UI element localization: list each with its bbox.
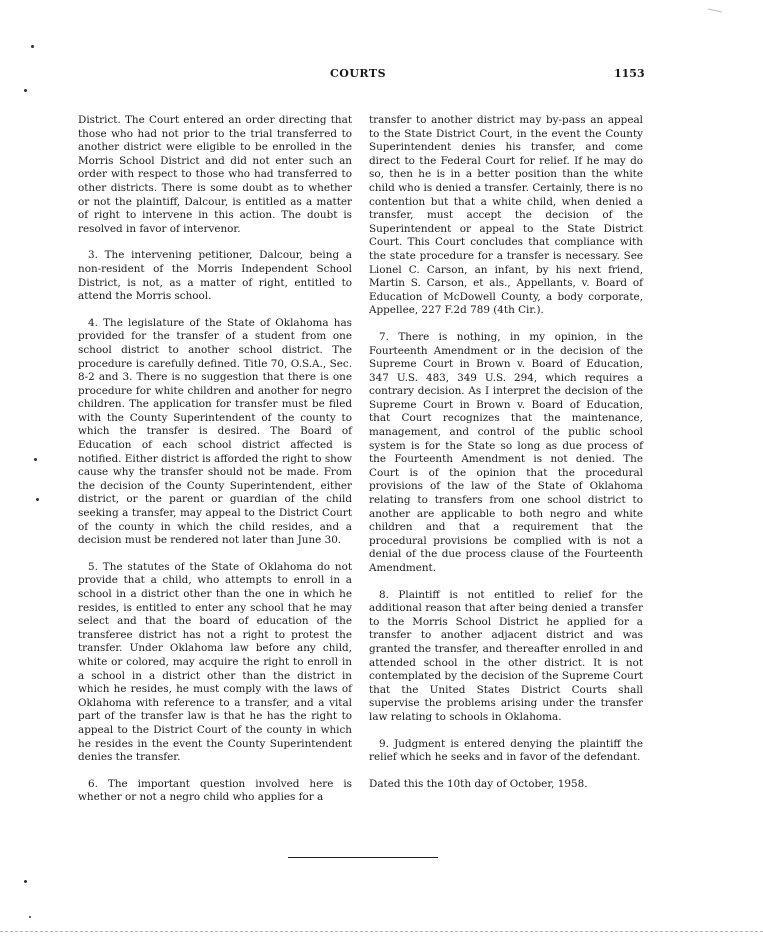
left-column [78,114,352,818]
paragraph-5: 5. The statutes of the State of Oklahoma do not provide that a child, who attempts to enroll in a school in a district other than the one in which he resides, is entitled to enter any school that he may select and that the board of education of the transferee district has not a right to protest the transfer. Under Oklahoma law before any child, white or colored, may acquire the right to enroll in a school in a district other than the district in which he resides, he must comply with the laws of Oklahoma with reference to a transfer, and a vital part of the transfer law is that he has the right to appeal to the District Court of the county in which he resides in the event the County Superintendent denies the transfer. [78,560,352,764]
running-head [0,67,763,85]
scan-corner-mark [708,9,722,13]
paragraph-3: 3. The intervening petitioner, Dalcour, being a non-resident of the Morris Independent School District, is not, as a matter of right, entitled to attend the Morris school. [78,249,352,303]
paragraph-7: 7. There is nothing, in my opinion, in the Fourteenth Amendment or in the decision of the Supreme Court in Brown v. Board of Education, 347 U.S. 483, 349 U.S. 294, which requires a contrary decision. As I interpret the decision of the Supreme Court in Brown v. Board of Education, that Court recognizes that the maintenance, management, and control of the public school system is for the State so long as due process of the Fourteenth Amendment is not denied. The Court is of the opinion that the procedural provisions of the law of the State of Oklahoma relating to transfers from one school district to another are applicable to both negro and white children and that a requirement that the procedural provisions be complied with is not a denial of the due process clause of the Fourteenth Amendment. [369,330,643,574]
scan-speck [36,498,39,501]
scan-speck [29,916,31,918]
paragraph-9: 9. Judgment is entered denying the plaintiff the relief which he seeks and in favor of the defendant. [369,737,643,764]
right-column [369,114,643,804]
paragraph-8: 8. Plaintiff is not entitled to relief for the additional reason that after being denied a transfer to the Morris School District he applied for a transfer to another adjacent district and was granted the transfer, and thereafter enrolled in and attended school in the other district. It is not contemplated by the decision of the Supreme Court that the United States District Courts shall supervise the problems arising under the transfer law relating to schools in Oklahoma. [369,588,643,723]
running-title: COURTS [330,67,387,80]
dated-line: Dated this the 10th day of October, 1958. [369,777,588,790]
paragraph-4: 4. The legislature of the State of Oklahoma has provided for the transfer of a student from one school district to another school district. The procedure is carefully defined. Title 70, O.S.A., Sec. 8-2 and 3. There is no suggestion that there is one procedure for white children and another for negro children. The application for transfer must be filed with the County Superintendent of the county to which the transfer is desired. The Board of Education of each school district affected is notified. Either district is afforded the right to show cause why the transfer should not be made. From the decision of the County Superintendent, either district, or the parent or guardian of the child seeking a transfer, may appeal to the District Court of the county in which the child resides, and a decision must be rendered not later than June 30. [78,316,352,547]
paragraph-continuation: District. The Court entered an order directing that those who had not prior to the trial transferred to another district were eligible to be enrolled in the Morris School District and did not enter such an order with respect to those who had transferred to other districts. There is some doubt as to whether or not the plaintiff, Dalcour, is entitled as a matter of right to intervene in this action. The doubt is resolved in favor of intervenor. [78,114,352,235]
paragraph-6-continued: transfer to another district may by-pass an appeal to the State District Court, in the event the County Superintendent denies his transfer, and come direct to the Federal Court for relief. If he may do so, then he is in a better position than the white child who is denied a transfer. Certainly, there is no contention but that a white child, when denied a transfer, must accept the decision of the Superintendent or appeal to the State District Court. This Court concludes that compliance with the state procedure for a transfer is necessary. See Lionel C. Carson, an infant, by his next friend, Martin S. Carson, et als., Appellants, v. Board of Education of McDowell County, a body corporate, Appellee, 227 F.2d 789 (4th Cir.). [369,114,643,317]
page-number: 1153 [614,67,645,80]
end-rule [288,857,438,858]
scan-bottom-edge [0,931,763,932]
scan-speck [24,880,27,883]
paragraph-6: 6. The important question involved here is whether or not a negro child who applies for a [78,777,352,804]
scan-speck [31,45,34,48]
scan-speck [24,89,27,92]
scan-speck [34,458,37,461]
